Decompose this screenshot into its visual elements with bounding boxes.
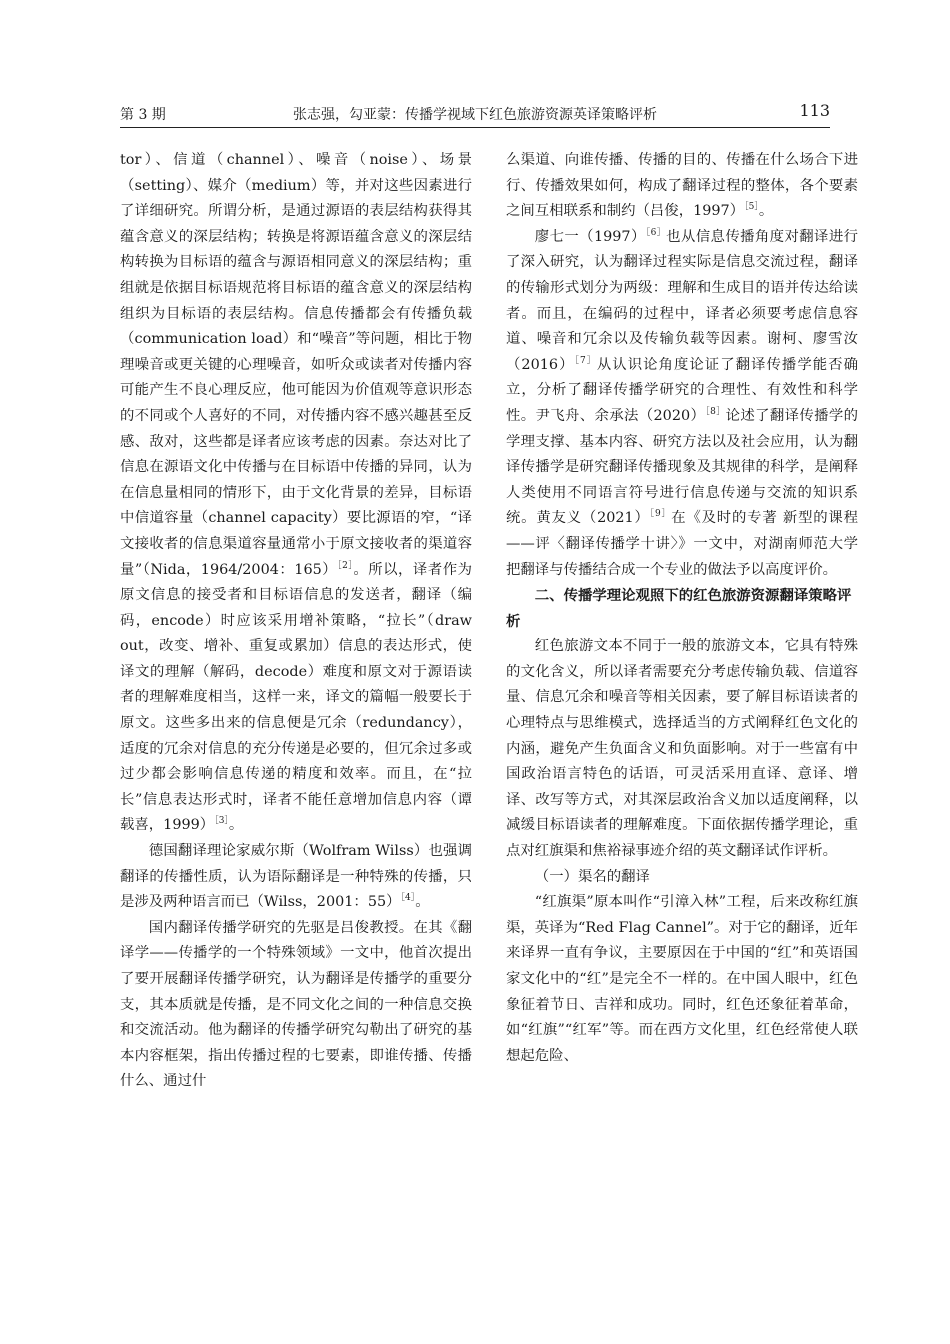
section-heading: 二、传播学理论观照下的红色旅游资源翻译策略评析 (506, 587, 852, 630)
citation-ref: ［5］ (744, 202, 759, 213)
citation-ref: ［2］ (337, 560, 354, 571)
body-paragraph (506, 890, 858, 1069)
paragraph-text: 么渠道、向谁传播、传播的目的、传播在什么场合下进行、传播效果如何，构成了翻译过程的整体，各个要素之间互相联系和制约（吕俊，1997） (506, 152, 858, 220)
page-number: 113 (799, 101, 830, 120)
paragraph-text: 。 (758, 203, 774, 220)
body-paragraph (506, 225, 858, 583)
paragraph-text: tor）、信道（channel）、噪音（noise）、场景（setting）、媒介（medium）等，并对这些因素进行了详细研究。所谓分析，是通过源语的表层结构获得其蕴含意义的深层结构；转换是将源语蕴含意义的深层结构转换为目标语的蕴含与源语相同意义的深层结构；重组就是依据目标语规范将目标语的蕴含意义的深层结构组织为目标语的表层结构。信息传播都会有传播负载（communication load）和“噪音”等问题，相比于物理噪音或更关键的心理噪音，如听众或读者对传播内容可能产生不良心理反应，他可能因为价值观等意识形态的不同或个人喜好的不同，对传播内容不感兴趣甚至反感、敌对，这些都是译者应该考虑的因素。奈达对比了信息在源语文化中传播与在目标语中传播的异同，认为在信息量相同的情形下，由于文化背景的差异，目标语中信道容量（channel capacity）要比源语的窄，“译文接收者的信息渠道容量通常小于原文接收者的渠道容量”（Nida，1964/2004：165） (120, 152, 472, 578)
paragraph-text: 德国翻译理论家威尔斯（Wolfram Wilss）也强调翻译的传播性质，认为语际翻译是一种特殊的传播，只是涉及两种语言而已（Wilss，2001：55） (120, 843, 472, 911)
issue-number: 第 3 期 (120, 107, 166, 123)
right-column (506, 148, 858, 1069)
body-paragraph (120, 916, 472, 1095)
running-title: 张志强，勾亚蒙：传播学视域下红色旅游资源英译策略评析 (293, 107, 657, 123)
body-paragraph (506, 634, 858, 864)
citation-ref: ［3］ (214, 816, 229, 827)
paragraph-text: 在《及时的专著 新型的课程——评〈翻译传播学十讲〉》一文中，对湖南师范大学把翻译与传播结合成一个专业的做法予以高度评价。 (506, 510, 858, 578)
header-rule (120, 127, 830, 128)
running-header (120, 100, 830, 128)
citation-ref: ［8］ (705, 407, 726, 418)
paragraph-text: 论述了翻译传播学的学理支撑、基本内容、研究方法以及社会应用，认为翻译传播学是研究翻译传播现象及其规律的科学，是阐释人类使用不同语言符号进行信息传递与交流的知识系统。黄友义（2021） (506, 407, 858, 527)
paragraph-text: 红色旅游文本不同于一般的旅游文本，它具有特殊的文化含义，所以译者需要充分考虑传输负载、信道容量、信息冗余和噪音等相关因素，要了解目标语读者的心理特点与思维模式，选择适当的方式阐释红色文化的内涵，避免产生负面含义和负面影响。对于一些富有中国政治语言特色的话语，可灵活采用直译、意译、增译、改写等方式，对其深层政治含义加以适度阐释，以减缓目标语读者的理解难度。下面依据传播学理论，重点对红旗渠和焦裕禄事迹介绍的英文翻译试作评析。 (506, 638, 858, 860)
paragraph-text: 也从信息传播角度对翻译进行了深入研究，认为翻译过程实际是信息交流过程，翻译的传输形式划分为两级：理解和生成目的语并传达给读者。而且，在编码的过程中，译者必须要考虑信息容道、噪音和冗余以及传输负载等因素。谢柯、廖雪汝（2016） (506, 228, 858, 373)
citation-ref: ［6］ (645, 227, 667, 238)
paragraph-text: 从认识论角度论证了翻译传播学能否确立，分析了翻译传播学研究的合理性、有效性和科学性。尹飞舟、余承法（2020） (506, 356, 858, 424)
citation-ref: ［7］ (574, 355, 597, 366)
paragraph-text: 廖七一（1997） (534, 228, 646, 245)
paragraph-text: 国内翻译传播学研究的先驱是吕俊教授。在其《翻译学——传播学的一个特殊领域》一文中，他首次提出了要开展翻译传播学研究，认为翻译是传播学的重要分支，其本质就是传播，是不同文化之间的一种信息交换和交流活动。他为翻译的传播学研究勾勒出了研究的基本内容框架，指出传播过程的七要素，即谁传播、传播什么、通过什 (120, 919, 472, 1090)
body-paragraph (506, 148, 858, 225)
paragraph-text: 。所以，译者作为原文信息的接受者和目标语信息的发送者，翻译（编码，encode）时应该采用增补策略，“拉长”（draw out，改变、增补、重复或累加）信息的表达形式，使译文的理解（解码，decode）难度和原文对于源语读者的理解难度相当，这样一来，译文的篇幅一般要长于原文。这些多出来的信息便是冗余（redundancy），适度的冗余对信息的充分传递是必要的，但冗余过多或过少都会影响信息传递的精度和效率。而且，在“拉长”信息表达形式时，译者不能任意增加信息内容（谭载喜，1999） (120, 561, 472, 834)
paragraph-text: 。 (415, 894, 430, 911)
citation-ref: ［9］ (649, 509, 672, 520)
citation-ref: ［4］ (400, 893, 416, 904)
paragraph-text: 。 (228, 817, 244, 834)
left-column (120, 148, 472, 1095)
paragraph-text: “红旗渠”原本叫作“引漳入林”工程，后来改称红旗渠，英译为“Red Flag Cannel”。对于它的翻译，近年来译界一直有争议，主要原因在于中国的“红”和英语国家文化中的“红”是完全不一样的。在中国人眼中，红色象征着节日、吉祥和成功。同时，红色还象征着革命，如“红旗”“红军”等。而在西方文化里，红色经常使人联想起危险、 (506, 894, 858, 1064)
body-paragraph (120, 148, 472, 839)
body-paragraph (120, 839, 472, 916)
subsection-heading: （一）渠名的翻译 (534, 868, 650, 885)
